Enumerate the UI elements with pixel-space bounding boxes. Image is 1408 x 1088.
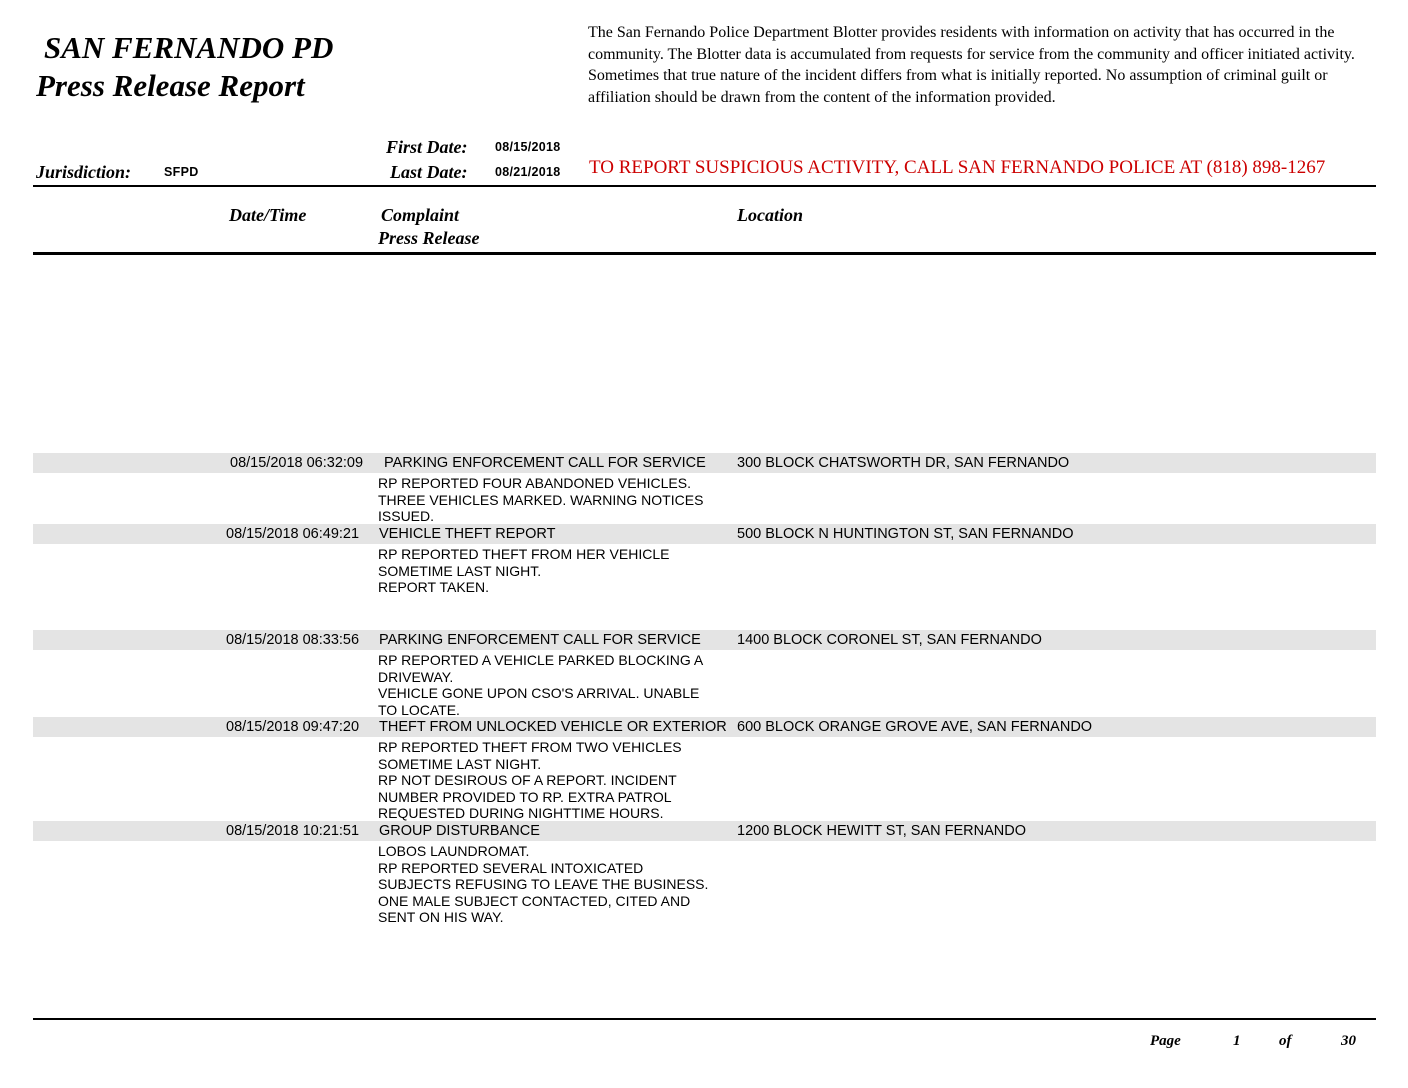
incident-details bbox=[378, 843, 708, 926]
detail-line: ISSUED. bbox=[378, 508, 435, 524]
incident-datetime: 08/15/2018 08:33:56 bbox=[226, 632, 360, 648]
detail-line: LOBOS LAUNDROMAT. bbox=[378, 843, 530, 859]
incident-location: 300 BLOCK CHATSWORTH DR, SAN FERNANDO bbox=[737, 455, 1070, 471]
last-date-label: Last Date: bbox=[390, 162, 468, 182]
incident-details bbox=[378, 475, 703, 525]
first-date-label: First Date: bbox=[386, 137, 468, 157]
incident-location: 600 BLOCK ORANGE GROVE AVE, SAN FERNANDO bbox=[737, 719, 1093, 735]
agency-title: SAN FERNANDO PD bbox=[44, 30, 334, 65]
incident-location: 1200 BLOCK HEWITT ST, SAN FERNANDO bbox=[737, 823, 1026, 839]
detail-line: RP REPORTED THEFT FROM HER VEHICLE bbox=[378, 546, 670, 562]
of-label: of bbox=[1279, 1033, 1292, 1049]
page-label: Page bbox=[1150, 1033, 1181, 1049]
detail-line: SOMETIME LAST NIGHT. bbox=[378, 755, 542, 772]
detail-line: SENT ON HIS WAY. bbox=[378, 909, 504, 925]
column-header-rule bbox=[33, 252, 1376, 255]
incident-complaint: PARKING ENFORCEMENT CALL FOR SERVICE bbox=[379, 632, 701, 648]
blotter-notice: The San Fernando Police Department Blotter provides residents with information on activity that has occurred in the community. The Blotter data is accumulated from requests for service from the community and officer initiated activity. Sometimes that true nature of the incident differs from what is initially reported. No assumption of criminal guilt or affiliation should be drawn from the content of the information provided. bbox=[588, 24, 1355, 106]
detail-line: RP REPORTED FOUR ABANDONED VEHICLES. bbox=[378, 475, 691, 491]
detail-line: NUMBER PROVIDED TO RP. EXTRA PATROL bbox=[378, 788, 672, 805]
incident-datetime: 08/15/2018 10:21:51 bbox=[226, 823, 360, 839]
page-number: 1 bbox=[1233, 1033, 1241, 1049]
detail-line: THREE VEHICLES MARKED. WARNING NOTICES bbox=[378, 491, 704, 508]
incident-location: 1400 BLOCK CORONEL ST, SAN FERNANDO bbox=[737, 632, 1042, 648]
incident-details bbox=[378, 739, 682, 822]
report-suspicious-activity-alert: TO REPORT SUSPICIOUS ACTIVITY, CALL SAN FERNANDO POLICE AT (818) 898-1267 bbox=[589, 157, 1326, 178]
detail-line: RP REPORTED A VEHICLE PARKED BLOCKING A bbox=[378, 652, 704, 668]
detail-line: VEHICLE GONE UPON CSO'S ARRIVAL. UNABLE bbox=[378, 685, 700, 701]
detail-line: TO LOCATE. bbox=[378, 701, 460, 718]
incident-complaint: THEFT FROM UNLOCKED VEHICLE OR EXTERIOR bbox=[379, 719, 727, 735]
detail-line: RP REPORTED THEFT FROM TWO VEHICLES bbox=[378, 739, 682, 755]
header-rule bbox=[33, 185, 1376, 187]
detail-line: RP NOT DESIROUS OF A REPORT. INCIDENT bbox=[378, 772, 677, 788]
detail-line: REQUESTED DURING NIGHTTIME HOURS. bbox=[378, 805, 664, 821]
last-date-value: 08/21/2018 bbox=[495, 165, 561, 179]
detail-line: SUBJECTS REFUSING TO LEAVE THE BUSINESS. bbox=[378, 876, 709, 892]
detail-line: SOMETIME LAST NIGHT. bbox=[378, 562, 542, 579]
detail-line: ONE MALE SUBJECT CONTACTED, CITED AND bbox=[378, 892, 691, 909]
jurisdiction-label: Jurisdiction: bbox=[36, 162, 132, 182]
first-date-value: 08/15/2018 bbox=[495, 140, 561, 154]
incident-datetime: 08/15/2018 06:49:21 bbox=[226, 526, 360, 542]
detail-line: RP REPORTED SEVERAL INTOXICATED bbox=[378, 859, 644, 876]
incident-complaint: VEHICLE THEFT REPORT bbox=[379, 526, 556, 542]
incident-datetime: 08/15/2018 09:47:20 bbox=[226, 719, 360, 735]
jurisdiction-value: SFPD bbox=[164, 165, 199, 179]
detail-line: REPORT TAKEN. bbox=[378, 579, 489, 595]
incident-complaint: PARKING ENFORCEMENT CALL FOR SERVICE bbox=[384, 455, 706, 471]
incident-complaint: GROUP DISTURBANCE bbox=[379, 823, 540, 839]
report-title: Press Release Report bbox=[36, 68, 305, 103]
footer-rule bbox=[33, 1018, 1376, 1020]
column-press-release: Press Release bbox=[378, 228, 480, 248]
total-pages: 30 bbox=[1341, 1033, 1356, 1049]
incident-details bbox=[378, 546, 669, 596]
incident-details bbox=[378, 652, 703, 718]
column-complaint: Complaint bbox=[381, 205, 460, 225]
column-location: Location bbox=[737, 205, 803, 225]
incident-location: 500 BLOCK N HUNTINGTON ST, SAN FERNANDO bbox=[737, 526, 1074, 542]
incident-datetime: 08/15/2018 06:32:09 bbox=[230, 455, 364, 471]
column-datetime: Date/Time bbox=[229, 205, 307, 225]
detail-line: DRIVEWAY. bbox=[378, 668, 454, 685]
